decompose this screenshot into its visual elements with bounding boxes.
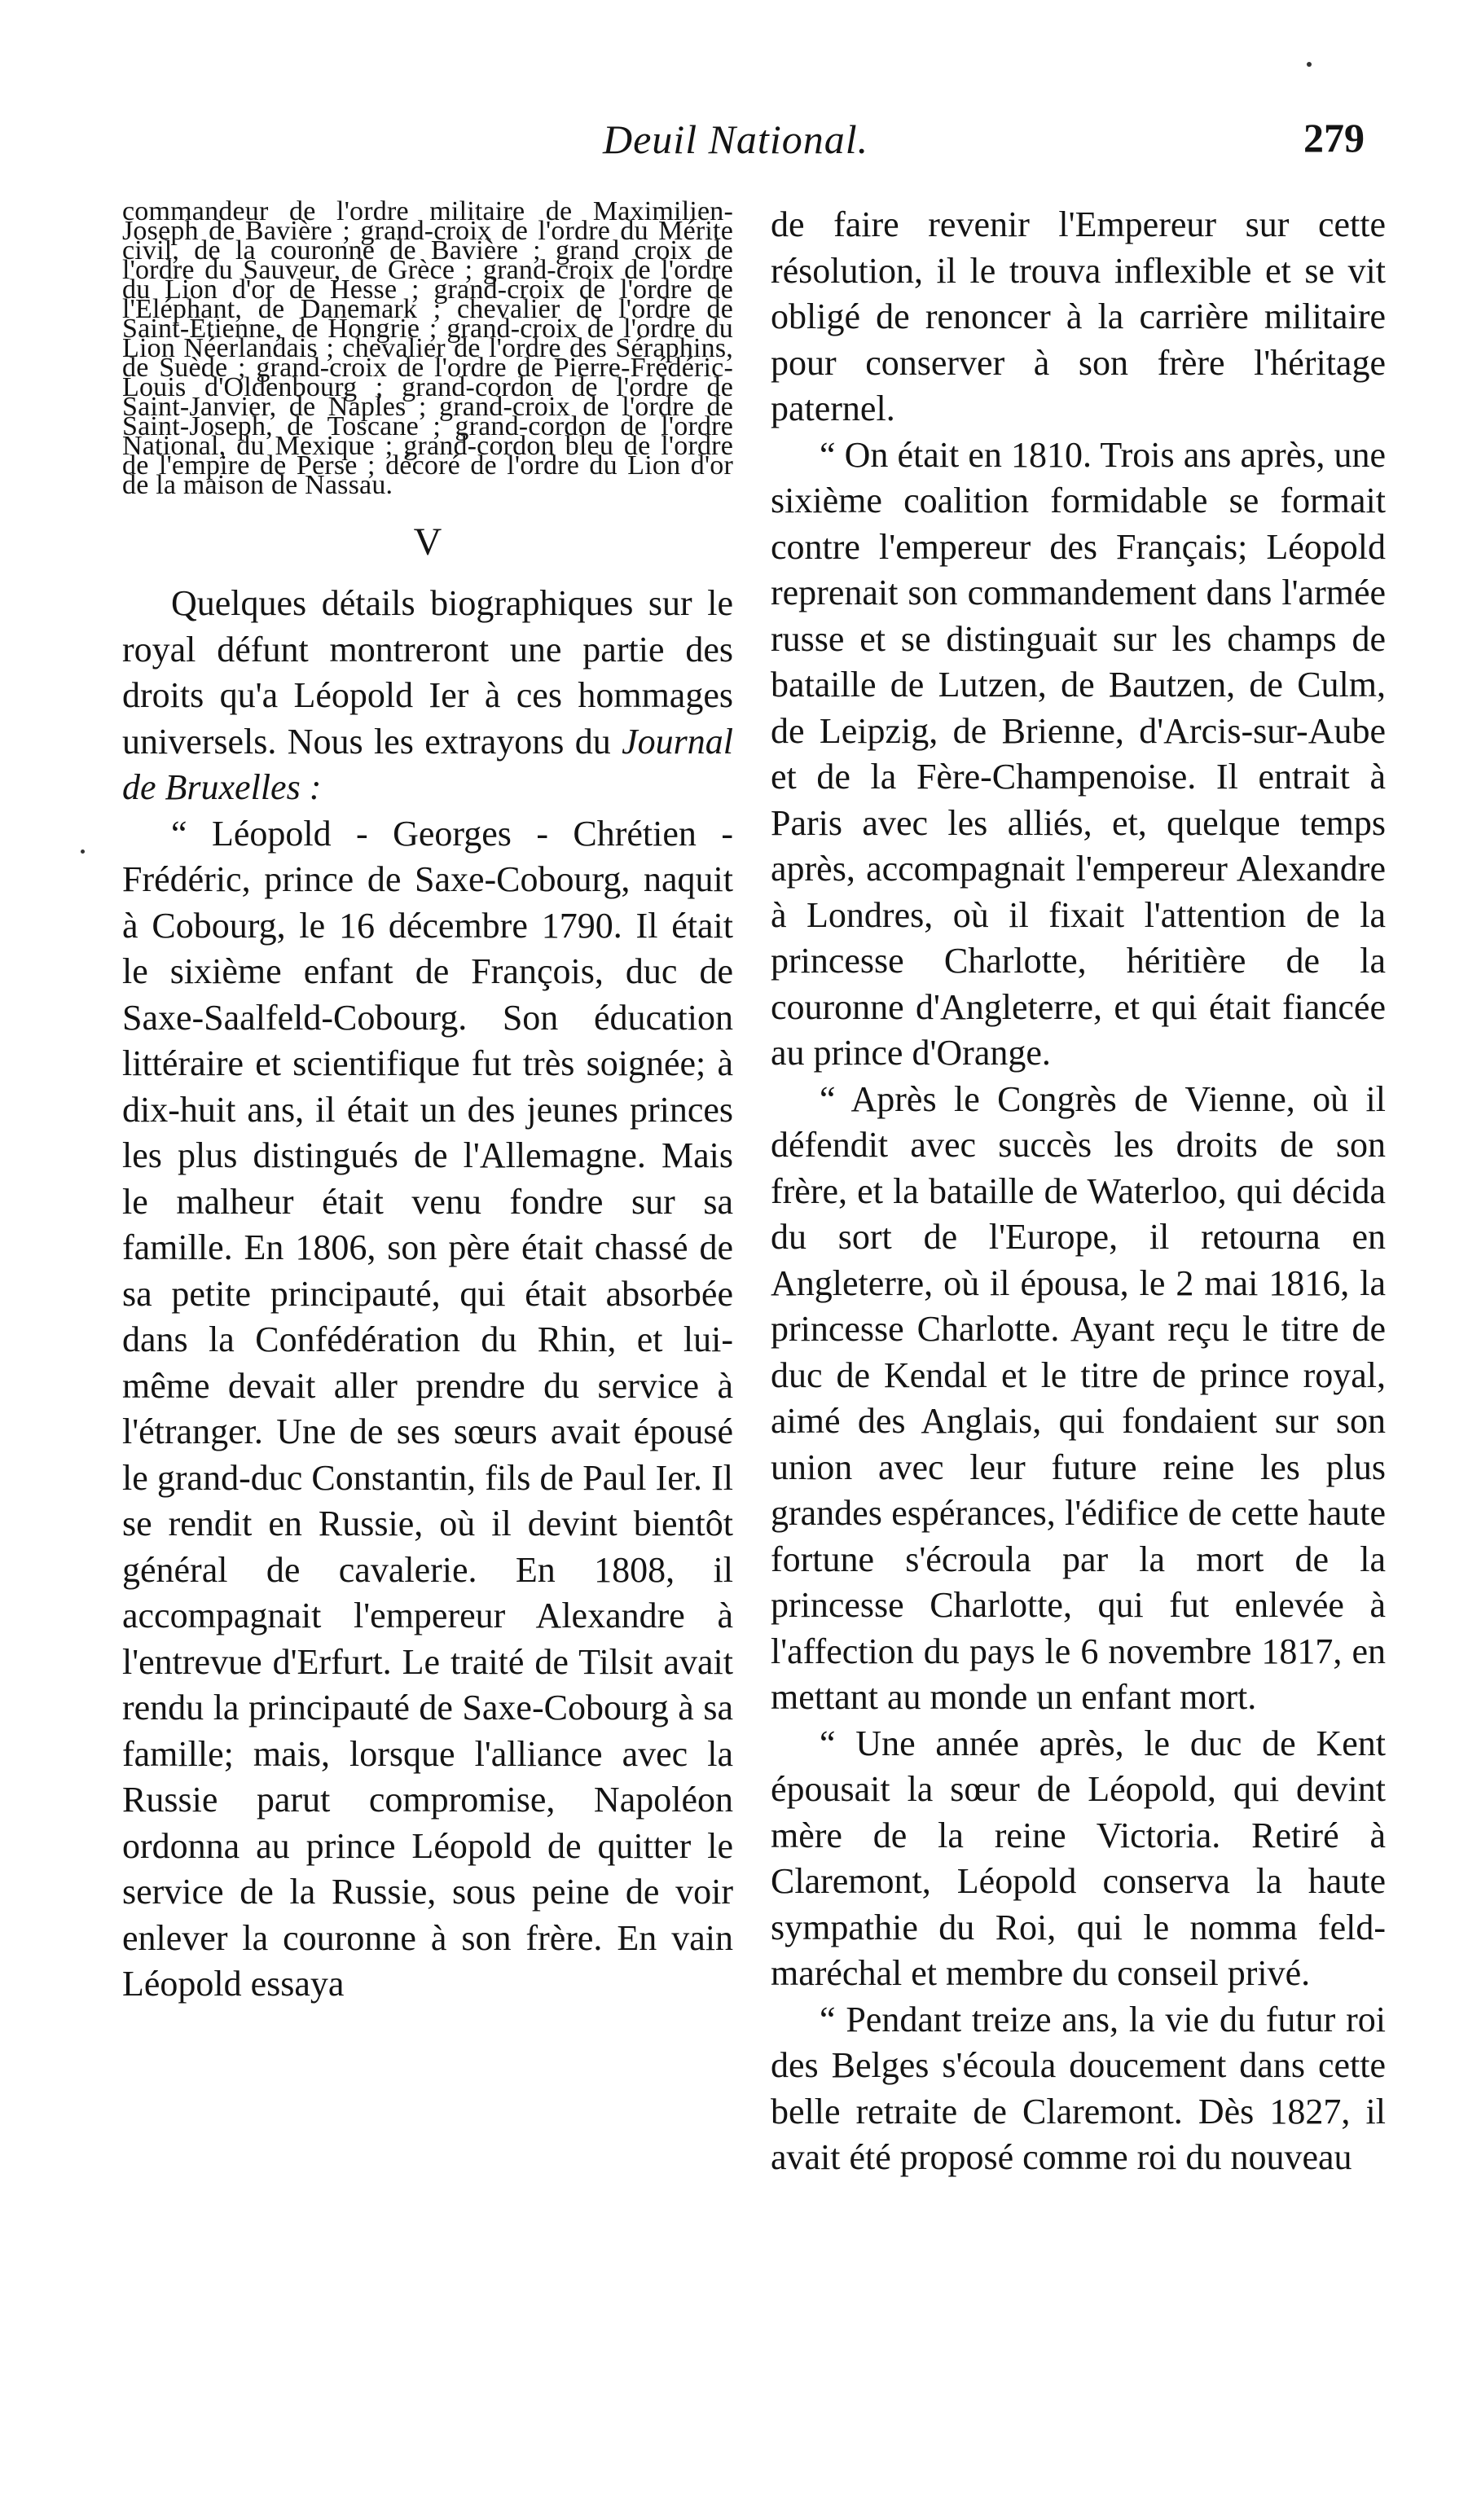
- paragraph-congress: “ Après le Congrès de Vienne, où il défendit avec succès les droits de son frère, et la bataille de Waterloo, qui décida du sort de l'Europe, il retourna en Angleterre, où il épousa, le 2 mai 1816, la princesse Charlotte. Ayant reçu le titre de duc de Kendal et le titre de prince royal, aimé des Anglais, qui fondaient sur son union avec leur future reine les plus grandes espérances, l'édifice de cette haute fortune s'écroula par la mort de la princesse Charlotte, qui fut enlevée à l'affection du pays le 6 novembre 1817, en mettant au monde un enfant mort.: [771, 1078, 1386, 1717]
- intro-paragraph: [122, 581, 733, 811]
- paragraph-continuation: de faire revenir l'Empereur sur cette résolution, il le trouva inflexible et se vit obligé de renoncer à la carrière militaire pour conserver à son frère l'héritage paternel.: [771, 204, 1386, 428]
- right-column: [771, 202, 1386, 2181]
- page-number: 279: [1303, 115, 1365, 160]
- biography-paragraph: “ Léopold - Georges - Chrétien - Frédéric, prince de Saxe-Cobourg, naquit à Cobourg, le 16 décembre 1790. Il était le sixième enfant de François, duc de Saxe-Saalfeld-Cobourg. Son éducation littéraire et scientifique fut très soignée; à dix-huit ans, il était un des jeunes princes les plus distingués de l'Allemagne. Mais le malheur était venu fondre sur sa famille. En 1806, son père était chassé de sa petite principauté, qui était absorbée dans la Confédération du Rhin, et lui-même devait aller prendre du service à l'étranger. Une de ses sœurs avait épousé le grand-duc Constantin, fils de Paul Ier. Il se rendit en Russie, où il devint bientôt général de cavalerie. En 1808, il accompagnait l'empereur Alexandre à l'entrevue d'Erfurt. Le traité de Tilsit avait rendu la principauté de Saxe-Cobourg à sa famille; mais, lorsque l'alliance avec la Russie parut compromise, Napoléon ordonna au prince Léopold de quitter le service de la Russie, sous peine de voir enlever la couronne à son frère. En vain Léopold essaya: [122, 813, 733, 2004]
- journal-title: Journal de Bruxelles :: [122, 721, 733, 807]
- speck-mark: [81, 850, 85, 854]
- running-head: Deuil National.: [603, 116, 869, 162]
- footnote-text: commandeur de l'ordre militaire de Maximilien-Joseph de Bavière ; grand-croix de l'ordre du Mérite civil, de la couronne de Bavière ; grand croix de l'ordre du Sauveur, de Grèce ; grand-croix de l'ordre du Lion d'or de Hesse ; grand-croix de l'ordre de l'Eléphant, de Danemark ; chevalier de l'ordre de Saint-Etienne, de Hongrie ; grand-croix de l'ordre du Lion Néerlandais ; chevalier de l'ordre des Séraphins, de Suède ; grand-croix de l'ordre de Pierre-Frédéric-Louis d'Oldenbourg ; grand-cordon de l'ordre de Saint-Janvier, de Naples ; grand-croix de l'ordre de Saint-Joseph, de Toscane ; grand-cordon de l'ordre National, du Mexique ; grand-cordon bleu de l'ordre de l'empire de Perse ; décoré de l'ordre du Lion d'or de la maison de Nassau.: [122, 196, 733, 500]
- paragraph-claremont: “ Pendant treize ans, la vie du futur roi des Belges s'écoula doucement dans cette belle retraite de Claremont. Dès 1827, il avait été proposé comme roi du nouveau: [771, 1999, 1386, 2177]
- paragraph-kent: “ Une année après, le duc de Kent épousait la sœur de Léopold, qui devint mère de la reine Victoria. Retiré à Claremont, Léopold conserva la haute sympathie du Roi, qui le nomma feld-maréchal et membre du conseil privé.: [771, 1723, 1386, 1993]
- intro-text: Quelques détails biographiques sur le royal défunt montreront une partie des droits qu'a Léopold Ier à ces hommages universels. Nous les extrayons du: [122, 583, 733, 762]
- paragraph-1810: “ On était en 1810. Trois ans après, une sixième coalition formidable se formait contre l'empereur des Français; Léopold reprenait son commandement dans l'armée russe et se distinguait sur les champs de bataille de Lutzen, de Bautzen, de Culm, de Leipzig, de Brienne, d'Arcis-sur-Aube et de la Fère-Champenoise. Il entrait à Paris avec les alliés, et, quelque temps après, accompagnait l'empereur Alexandre à Londres, où il fixait l'attention de la princesse Charlotte, héritière de la couronne d'Angleterre, et qui était fiancée au prince d'Orange.: [771, 434, 1386, 1073]
- speck-mark: [1307, 62, 1312, 67]
- left-column: [122, 196, 733, 2008]
- section-heading: V: [413, 520, 442, 564]
